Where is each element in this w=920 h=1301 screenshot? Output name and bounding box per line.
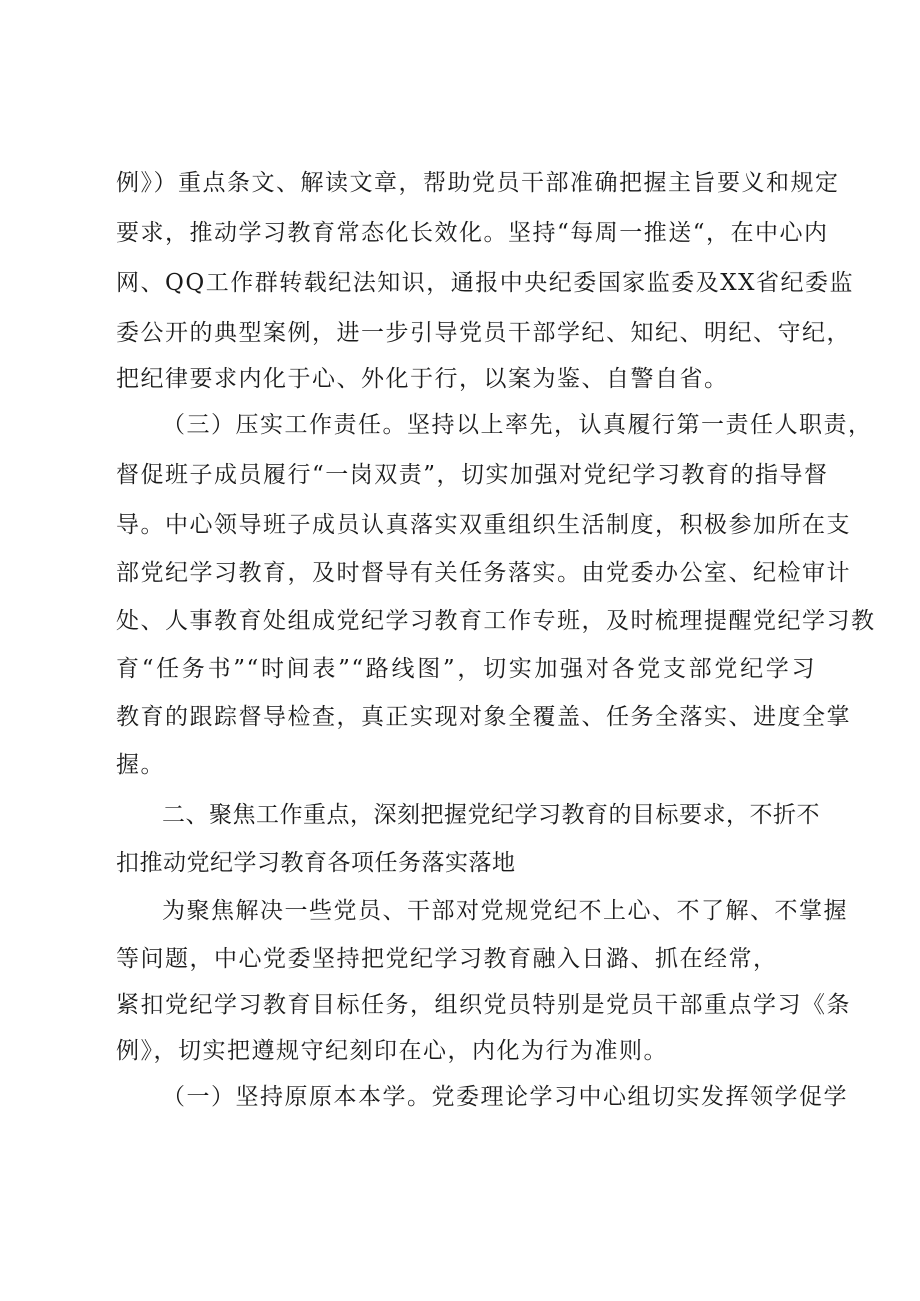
paragraph-2-line-3: 导。中心领导班子成员认真落实双重组织生活制度，积极参加所在支 (116, 512, 851, 538)
paragraph-3-line-1: 为聚焦解决一些党员、干部对党规党纪不上心、不了解、不掌握 (162, 898, 848, 924)
section-heading-line-2: 扣推动党纪学习教育各项任务落实落地 (116, 850, 516, 876)
paragraph-2-line-1: （三）压实工作责任。坚持以上率先，认真履行第一责任人职责， (162, 412, 873, 438)
paragraph-1-line-2: 要求，推动学习教育常态化长效化。坚持“每周一推送“，在中心内 (116, 220, 829, 246)
paragraph-2-line-2: 督促班子成员履行“一岗双责”，切实加强对党纪学习教育的指导督 (116, 462, 829, 488)
paragraph-4-line-1: （一）坚持原原本本学。党委理论学习中心组切实发挥领学促学 (162, 1084, 848, 1110)
paragraph-2-line-5: 处、人事教育处组成党纪学习教育工作专班，及时梳理提醒党纪学习教 (116, 608, 876, 634)
paragraph-2-line-6: 育“任务书”“时间表”“路线图”，切实加强对各党支部党纪学习 (116, 656, 816, 682)
paragraph-1-line-4: 委公开的典型案例，进一步引导党员干部学纪、知纪、明纪、守纪， (116, 320, 851, 346)
paragraph-3-line-4: 例》，切实把遵规守纪刻印在心，内化为行为准则。 (116, 1038, 668, 1064)
paragraph-3-line-2: 等问题，中心党委坚持把党纪学习教育融入日潞、抓在经常， (116, 946, 778, 972)
paragraph-2-line-4: 部党纪学习教育，及时督导有关任务落实。由党委办公室、纪检审计 (116, 560, 851, 586)
paragraph-2-line-8: 握。 (116, 752, 165, 778)
paragraph-3-line-3: 紧扣党纪学习教育目标任务，组织党员特别是党员干部重点学习《条 (116, 992, 851, 1018)
paragraph-1-line-1: 例》）重点条文、解读文章，帮助党员干部准确把握主旨要义和规定 (116, 170, 840, 196)
paragraph-2-line-7: 教育的跟踪督导检查，真正实现对象全覆盖、任务全落实、进度全掌 (116, 704, 851, 730)
paragraph-1-line-3: 网、QQ工作群转载纪法知识，通报中央纪委国家监委及XX省纪委监 (116, 270, 854, 296)
section-heading-line-1: 二、聚焦工作重点，深刻把握党纪学习教育的目标要求，不折不 (162, 802, 820, 828)
paragraph-1-line-5: 把纪律要求内化于心、外化于行，以案为鉴、自警自省。 (116, 366, 729, 392)
